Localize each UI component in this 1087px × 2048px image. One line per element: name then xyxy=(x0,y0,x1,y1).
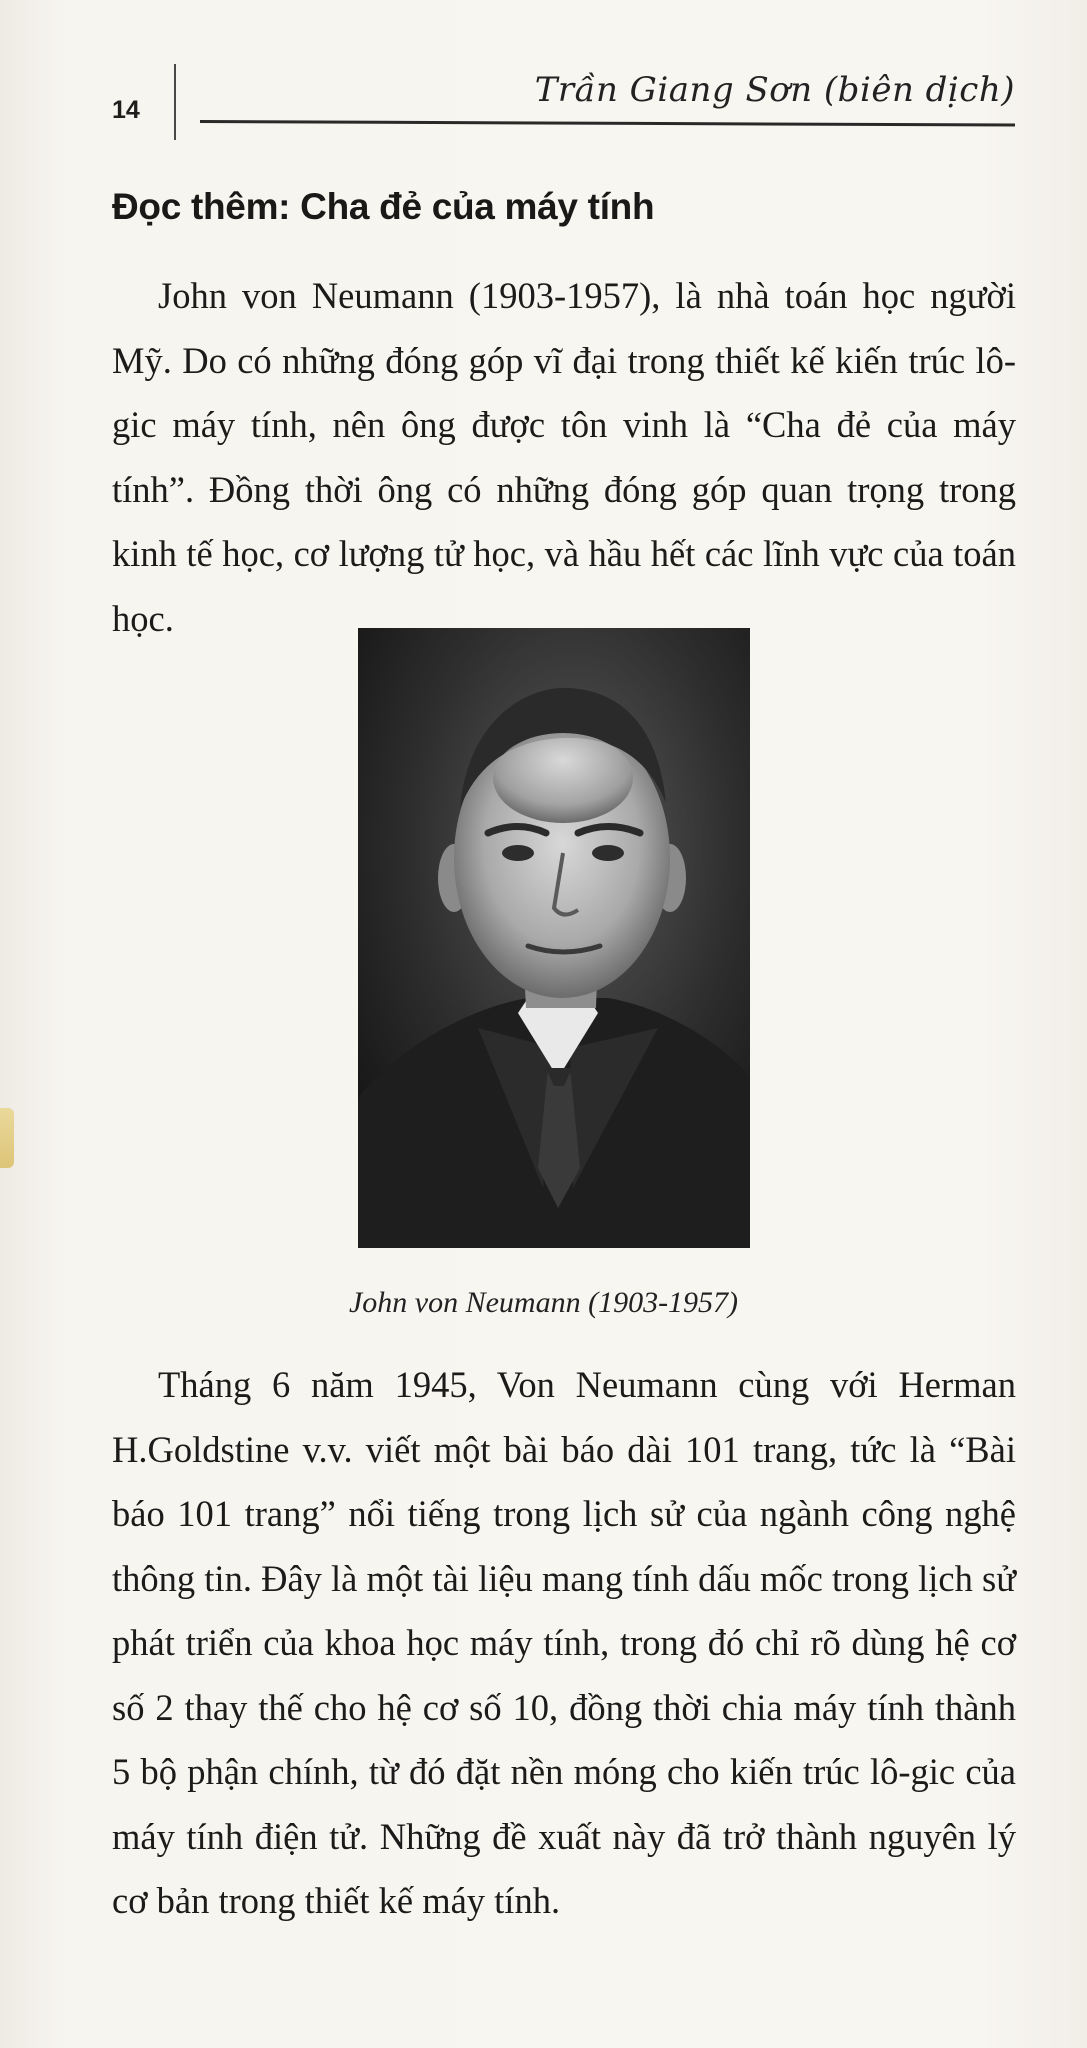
photo-caption: John von Neumann (1903-1957) xyxy=(348,1286,739,1319)
portrait-illustration xyxy=(358,628,750,1248)
section-heading: Đọc thêm: Cha đẻ của máy tính xyxy=(112,186,655,227)
body-paragraph-2: Tháng 6 năm 1945, Von Neumann cùng với Herman H.Goldstine v.v. viết một bài báo dài 101 trang, tức là “Bài báo 101 trang” nổi tiếng trong lịch sử của ngành công nghệ thông tin. Đây là một tài liệu mang tính dấu mốc trong lịch sử phát triển của khoa học máy tính, trong đó chỉ rõ dùng hệ cơ số 2 thay thế cho hệ cơ số 10, đồng thời chia máy tính thành 5 bộ phận chính, từ đó đặt nền móng cho kiến trúc lô-gic của máy tính điện tử. Những đề xuất này đã trở thành nguyên lý cơ bản trong thiết kế máy tính. xyxy=(112,1364,1016,1921)
running-head: Trần Giang Sơn (biên dịch) xyxy=(534,70,1015,110)
header-rule xyxy=(200,120,1015,127)
header-vertical-divider xyxy=(174,64,176,140)
portrait-photo xyxy=(358,628,750,1248)
body-paragraph-1: John von Neumann (1903-1957), là nhà toán học người Mỹ. Do có những đóng góp vĩ đại trong thiết kế kiến trúc lô-gic máy tính, nên ông được tôn vinh là “Cha đẻ của máy tính”. Đồng thời ông có những đóng góp quan trọng trong kinh tế học, cơ lượng tử học, và hầu hết các lĩnh vực của toán học. xyxy=(112,275,1016,639)
page-number: 14 xyxy=(112,96,140,124)
page-edge-tab xyxy=(0,1108,14,1168)
